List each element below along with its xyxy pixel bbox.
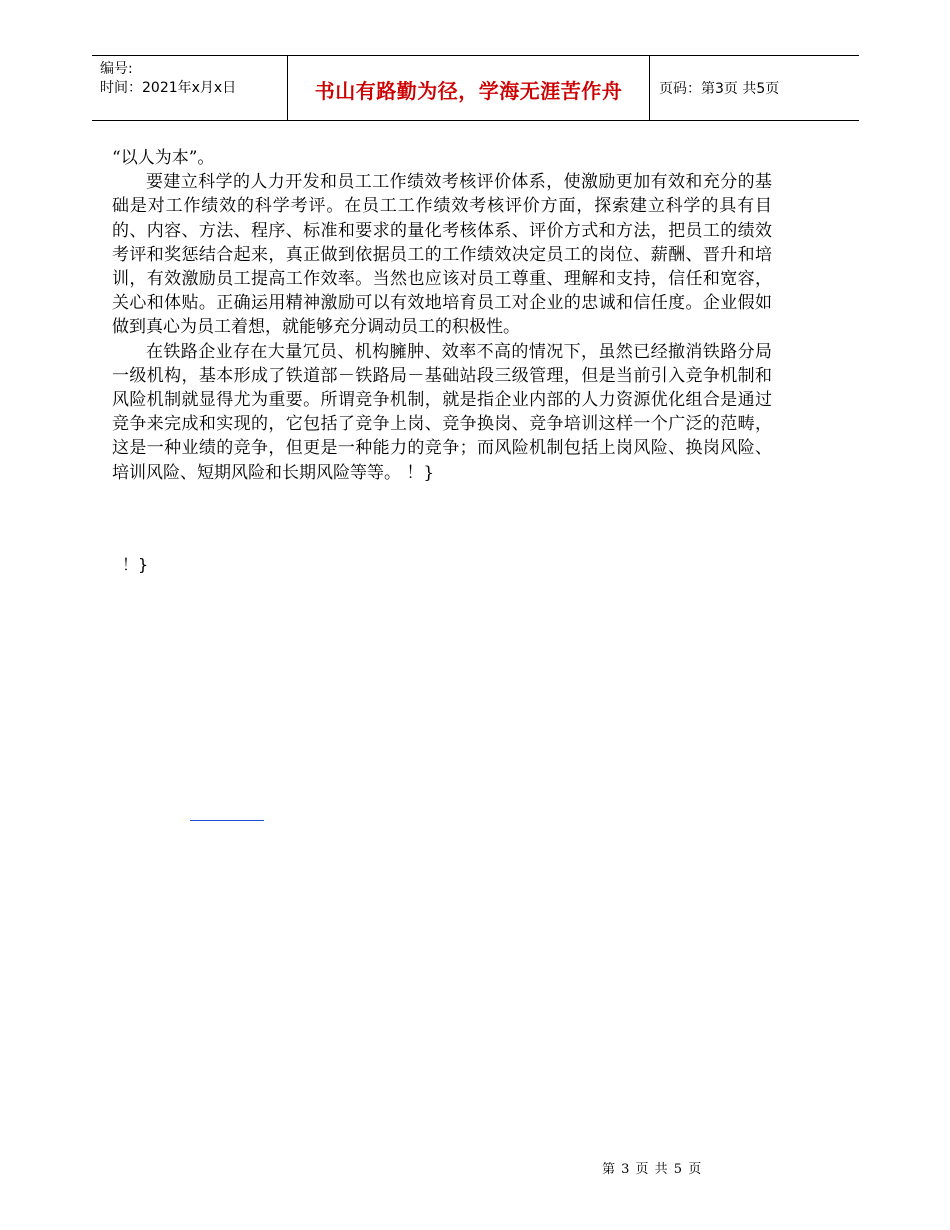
document-body bbox=[112, 146, 772, 485]
page-footer: 第 3 页 共 5 页 bbox=[602, 1162, 703, 1177]
time-label: 时间：2021年x月x日 bbox=[100, 80, 237, 96]
motto-text: 书山有路勤为径，学海无涯苦作舟 bbox=[314, 79, 623, 103]
header-meta-cell bbox=[92, 56, 287, 120]
motto-cell bbox=[287, 56, 650, 120]
paragraph-1: “以人为本”。 bbox=[112, 148, 215, 168]
number-label: 编号: bbox=[100, 61, 133, 77]
paragraph-3: 在铁路企业存在大量冗员、机构臃肿、效率不高的情况下，虽然已经撤消铁路分局一级机构，基本形成了铁道部－铁路局－基础站段三级管理，但是当前引入竞争机制和风险机制就显得尤为重要。所谓竞争机制，就是指企业内部的人力资源优化组合是通过竞争来完成和实现的，它包括了竞争上岗、竞争换岗、竞争培训这样一个广泛的范畴，这是一种业绩的竞争，但更是一种能力的竞争；而风险机制包括上岗风险、换岗风险、培训风险、短期风险和长期风险等等。 ！} bbox=[112, 341, 772, 483]
page-info-text: 页码：第3页 共5页 bbox=[659, 81, 780, 97]
page-info-cell bbox=[650, 56, 859, 120]
header-table bbox=[92, 55, 859, 121]
trailing-mark: ！} bbox=[122, 555, 149, 574]
hyperlink-underline[interactable] bbox=[190, 820, 264, 821]
paragraph-2: 要建立科学的人力开发和员工工作绩效考核评价体系，使激励更加有效和充分的基础是对工作绩效的科学考评。在员工工作绩效考核评价方面，探索建立科学的具有目的、内容、方法、程序、标准和要求的量化考核体系、评价方式和方法，把员工的绩效考评和奖惩结合起来，真正做到依据员工的工作绩效决定员工的岗位、薪酬、晋升和培训，有效激励员工提高工作效率。当然也应该对员工尊重、理解和支持，信任和宽容，关心和体贴。正确运用精神激励可以有效地培育员工对企业的忠诚和信任度。企业假如做到真心为员工着想，就能够充分调动员工的积极性。 bbox=[112, 172, 772, 338]
